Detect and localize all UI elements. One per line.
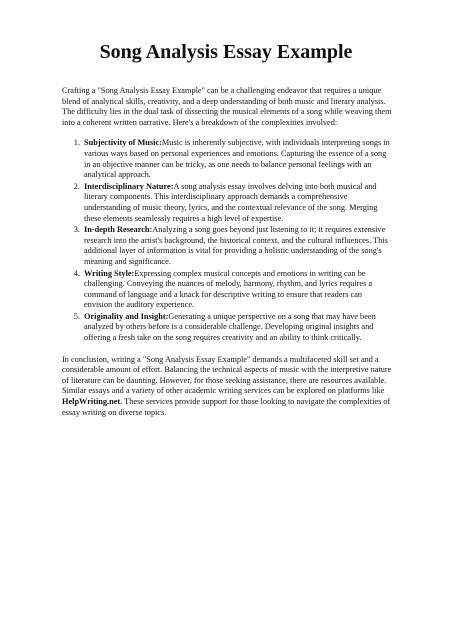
page-title: Song Analysis Essay Example <box>99 41 353 63</box>
list-item <box>82 138 392 180</box>
list-item-text: Analyzing a song goes beyond just listening to it; it requires extensive research into the artist's background, the historical context, and the cultural influences. This additional layer of information is vital for providing a holistic understanding of the song's meaning and significance. <box>84 225 388 266</box>
list-item <box>82 225 392 267</box>
list-item-text: Generating a unique perspective on a song that may have been analyzed by others before is a considerable challenge. Developing original insights and offering a fresh take on the song requires creativity and an ability to think critically. <box>84 311 376 343</box>
helpwriting-link[interactable]: HelpWriting.net <box>62 397 121 407</box>
list-item <box>82 312 392 344</box>
conclusion-paragraph <box>62 355 392 419</box>
list-item-term: Writing Style: <box>84 268 135 278</box>
list-item <box>82 269 392 311</box>
list-item-text: Expressing complex musical concepts and emotions in writing can be challenging. Conveying the nuances of melody, harmony, rhythm, and lyrics requires a command of language and a knack for descriptive writing to ensure that readers can envision the auditory experience. <box>84 268 373 310</box>
conclusion-text-end: . These services provide support for those looking to navigate the complexities of essay writing on diverse topics. <box>62 397 391 417</box>
list-item-text: A song analysis essay involves delving into both musical and literary components. This interdisciplinary approach demands a comprehensive understanding of music theory, lyrics, and the contextual relevance of the song. Merging these elements seamlessly requires a high level of expertise. <box>84 181 378 223</box>
complexities-list <box>62 138 392 343</box>
list-item-term: Originality and Insight: <box>84 311 169 321</box>
intro-paragraph: Crafting a "Song Analysis Essay Example" can be a challenging endeavor that requires a unique blend of analytical skills, creativity, and a deep understanding of both music and literary analysis. The difficulty lies in the dual task of dissecting the musical elements of a song while weaving them into a coherent written narrative. Here's a breakdown of the complexities involved: <box>62 86 392 127</box>
list-item-term: Interdisciplinary Nature: <box>84 181 174 191</box>
list-item <box>82 182 392 224</box>
list-item-text: Music is inherently subjective, with individuals interpreting songs in various ways based on personal experiences and emotions. Capturing the essence of a song in an objective manner can be tricky, as one needs to balance personal feelings with an analytical approach. <box>84 138 390 180</box>
document-body <box>62 86 392 418</box>
list-item-term: In-depth Research: <box>84 225 153 235</box>
conclusion-text-start: In conclusion, writing a "Song Analysis Essay Example" demands a multifaceted skill set and a considerable amount of effort. Balancing the technical aspects of music with the interpretive nature of literature can be daunting. However, for those seeking assistance, there are resources available. Similar essays and a variety of other academic writing services can be explored on platforms like <box>62 354 392 396</box>
list-item-term: Subjectivity of Music: <box>84 138 162 148</box>
